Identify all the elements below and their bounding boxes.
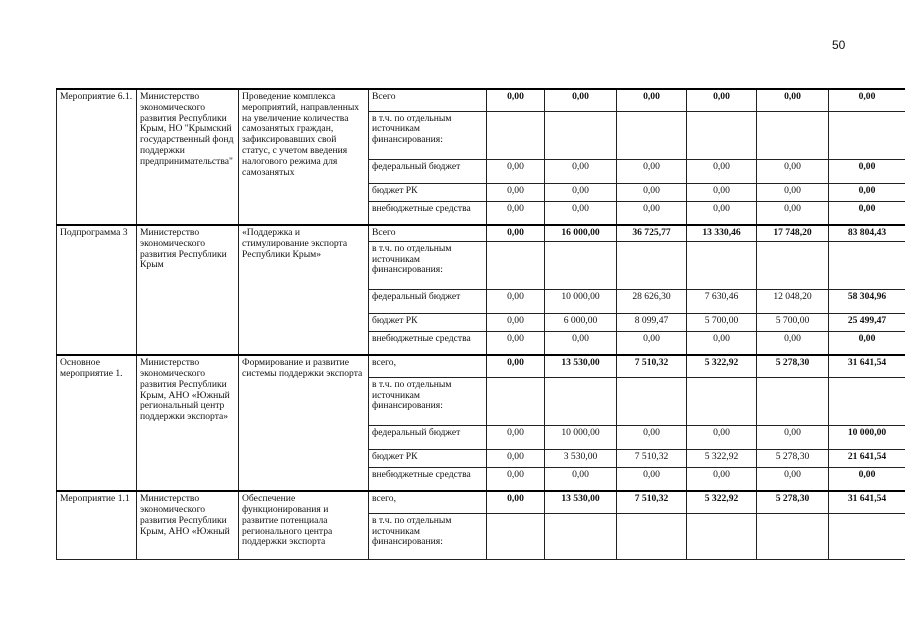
value-cell: 0,00 xyxy=(487,183,545,201)
executor-cell: Министерство экономического развития Республики Крым xyxy=(137,225,239,355)
value-cell: 0,00 xyxy=(687,425,757,449)
value-cell: 12 048,20 xyxy=(757,289,829,313)
value-cell xyxy=(545,513,617,559)
value-cell: 0,00 xyxy=(757,201,829,225)
value-cell: 0,00 xyxy=(487,159,545,183)
value-cell: 16 000,00 xyxy=(545,225,617,241)
value-cell xyxy=(757,111,829,159)
value-cell: 0,00 xyxy=(545,331,617,355)
value-cell: 5 322,92 xyxy=(687,355,757,377)
value-cell: 0,00 xyxy=(545,467,617,491)
value-cell: 10 000,00 xyxy=(829,425,905,449)
funding-source-cell: в т.ч. по отдельным источникам финансирования: xyxy=(369,111,487,159)
value-cell xyxy=(545,377,617,425)
financing-table xyxy=(56,88,905,560)
value-cell: 36 725,77 xyxy=(617,225,687,241)
value-cell: 0,00 xyxy=(757,159,829,183)
value-cell: 0,00 xyxy=(487,355,545,377)
value-cell: 17 748,20 xyxy=(757,225,829,241)
funding-source-cell: Всего xyxy=(369,89,487,111)
value-cell: 0,00 xyxy=(617,201,687,225)
funding-source-cell: внебюджетные средства xyxy=(369,201,487,225)
value-cell: 0,00 xyxy=(687,331,757,355)
value-cell: 0,00 xyxy=(617,89,687,111)
value-cell xyxy=(687,513,757,559)
value-cell xyxy=(829,513,905,559)
value-cell: 0,00 xyxy=(687,183,757,201)
funding-source-cell: федеральный бюджет xyxy=(369,289,487,313)
value-cell: 13 530,00 xyxy=(545,491,617,513)
value-cell: 13 330,46 xyxy=(687,225,757,241)
value-cell: 0,00 xyxy=(617,159,687,183)
value-cell xyxy=(617,377,687,425)
value-cell: 0,00 xyxy=(757,467,829,491)
event-cell: Подпрограмма 3 xyxy=(57,225,137,355)
value-cell: 7 510,32 xyxy=(617,491,687,513)
value-cell: 6 000,00 xyxy=(545,313,617,331)
value-cell: 0,00 xyxy=(829,331,905,355)
funding-source-cell: бюджет РК xyxy=(369,313,487,331)
value-cell: 0,00 xyxy=(487,425,545,449)
value-cell xyxy=(829,241,905,289)
value-cell: 0,00 xyxy=(487,89,545,111)
value-cell: 0,00 xyxy=(829,159,905,183)
value-cell: 0,00 xyxy=(617,183,687,201)
value-cell: 0,00 xyxy=(687,467,757,491)
value-cell: 31 641,54 xyxy=(829,491,905,513)
value-cell: 0,00 xyxy=(687,159,757,183)
funding-source-cell: в т.ч. по отдельным источникам финансирования: xyxy=(369,377,487,425)
funding-source-cell: внебюджетные средства xyxy=(369,331,487,355)
funding-source-cell: всего, xyxy=(369,491,487,513)
value-cell: 0,00 xyxy=(487,201,545,225)
value-cell: 31 641,54 xyxy=(829,355,905,377)
value-cell xyxy=(487,111,545,159)
description-cell: Проведение комплекса мероприятий, направленных на увеличение количества самозанятых граждан, зафиксировавших свой статус, с учетом введения налогового режима для самозанятых xyxy=(239,89,369,225)
executor-cell: Министерство экономического развития Республики Крым, АНО «Южный региональный центр поддержки экспорта» xyxy=(137,355,239,491)
value-cell xyxy=(617,513,687,559)
value-cell: 5 322,92 xyxy=(687,449,757,467)
value-cell: 0,00 xyxy=(617,425,687,449)
value-cell: 0,00 xyxy=(545,183,617,201)
description-cell: Формирование и развитие системы поддержки экспорта xyxy=(239,355,369,491)
value-cell: 0,00 xyxy=(757,425,829,449)
funding-source-cell: бюджет РК xyxy=(369,449,487,467)
value-cell: 0,00 xyxy=(757,183,829,201)
value-cell: 13 530,00 xyxy=(545,355,617,377)
value-cell xyxy=(757,241,829,289)
value-cell: 5 278,30 xyxy=(757,491,829,513)
value-cell: 7 510,32 xyxy=(617,449,687,467)
value-cell: 10 000,00 xyxy=(545,289,617,313)
value-cell: 21 641,54 xyxy=(829,449,905,467)
value-cell: 0,00 xyxy=(617,467,687,491)
value-cell xyxy=(829,111,905,159)
event-cell: Мероприятие 1.1 xyxy=(57,491,137,559)
value-cell: 28 626,30 xyxy=(617,289,687,313)
table-body xyxy=(57,89,905,559)
value-cell xyxy=(757,377,829,425)
value-cell: 0,00 xyxy=(757,89,829,111)
value-cell: 58 304,96 xyxy=(829,289,905,313)
value-cell: 0,00 xyxy=(757,331,829,355)
executor-cell: Министерство экономического развития Республики Крым, АНО «Южный xyxy=(137,491,239,559)
funding-source-cell: в т.ч. по отдельным источникам финансирования: xyxy=(369,513,487,559)
value-cell xyxy=(757,513,829,559)
value-cell: 0,00 xyxy=(687,89,757,111)
funding-source-cell: Всего xyxy=(369,225,487,241)
value-cell: 7 510,32 xyxy=(617,355,687,377)
value-cell xyxy=(487,377,545,425)
value-cell: 5 278,30 xyxy=(757,449,829,467)
value-cell: 0,00 xyxy=(829,467,905,491)
value-cell xyxy=(829,377,905,425)
value-cell xyxy=(617,241,687,289)
value-cell: 5 322,92 xyxy=(687,491,757,513)
value-cell xyxy=(487,513,545,559)
value-cell: 0,00 xyxy=(487,449,545,467)
value-cell: 0,00 xyxy=(829,201,905,225)
value-cell xyxy=(545,111,617,159)
executor-cell: Министерство экономического развития Республики Крым, НО "Крымский государственный фонд поддержки предпринимательства" xyxy=(137,89,239,225)
value-cell xyxy=(687,241,757,289)
value-cell xyxy=(687,377,757,425)
value-cell: 0,00 xyxy=(687,201,757,225)
event-cell: Мероприятие 6.1. xyxy=(57,89,137,225)
value-cell: 3 530,00 xyxy=(545,449,617,467)
table-row xyxy=(57,89,905,111)
table-row xyxy=(57,491,905,513)
funding-source-cell: федеральный бюджет xyxy=(369,425,487,449)
value-cell: 5 700,00 xyxy=(757,313,829,331)
value-cell: 0,00 xyxy=(487,491,545,513)
value-cell xyxy=(687,111,757,159)
table-row xyxy=(57,355,905,377)
value-cell: 0,00 xyxy=(487,467,545,491)
value-cell: 0,00 xyxy=(545,201,617,225)
value-cell: 83 804,43 xyxy=(829,225,905,241)
description-cell: Обеспечение функционирования и развитие потенциала регионального центра поддержки экспорта xyxy=(239,491,369,559)
table-row xyxy=(57,225,905,241)
funding-source-cell: всего, xyxy=(369,355,487,377)
funding-source-cell: федеральный бюджет xyxy=(369,159,487,183)
value-cell: 0,00 xyxy=(487,313,545,331)
value-cell: 0,00 xyxy=(487,225,545,241)
value-cell: 0,00 xyxy=(617,331,687,355)
funding-source-cell: в т.ч. по отдельным источникам финансирования: xyxy=(369,241,487,289)
funding-source-cell: внебюджетные средства xyxy=(369,467,487,491)
value-cell: 0,00 xyxy=(545,159,617,183)
value-cell: 7 630,46 xyxy=(687,289,757,313)
value-cell xyxy=(617,111,687,159)
value-cell xyxy=(545,241,617,289)
value-cell: 5 278,30 xyxy=(757,355,829,377)
value-cell: 25 499,47 xyxy=(829,313,905,331)
value-cell: 0,00 xyxy=(487,289,545,313)
event-cell: Основное мероприятие 1. xyxy=(57,355,137,491)
value-cell: 0,00 xyxy=(829,183,905,201)
description-cell: «Поддержка и стимулирование экспорта Республики Крым» xyxy=(239,225,369,355)
page-number: 50 xyxy=(832,38,846,52)
value-cell: 0,00 xyxy=(487,331,545,355)
value-cell: 10 000,00 xyxy=(545,425,617,449)
value-cell: 0,00 xyxy=(829,89,905,111)
value-cell: 0,00 xyxy=(545,89,617,111)
value-cell: 8 099,47 xyxy=(617,313,687,331)
funding-source-cell: бюджет РК xyxy=(369,183,487,201)
value-cell xyxy=(487,241,545,289)
value-cell: 5 700,00 xyxy=(687,313,757,331)
